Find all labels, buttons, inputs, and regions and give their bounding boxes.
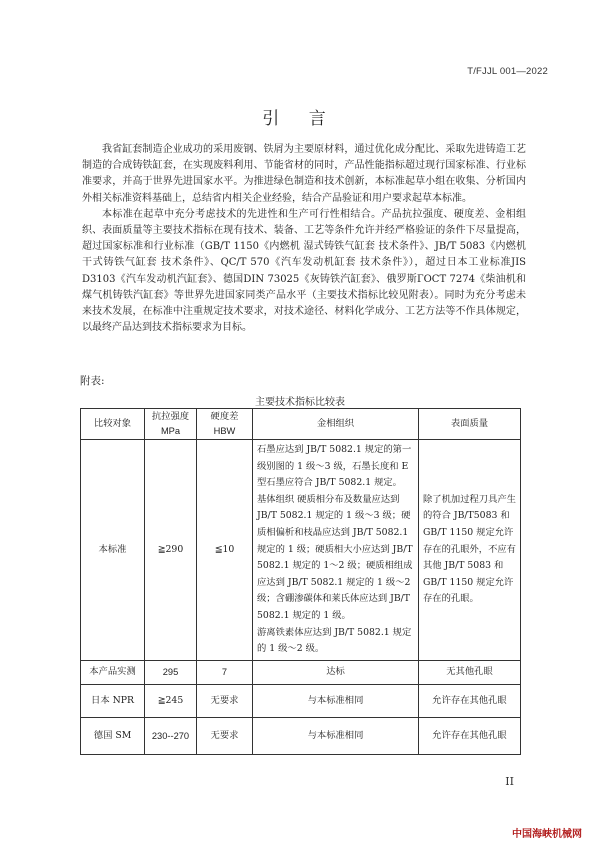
cell-tensile: ≧245 bbox=[145, 684, 197, 717]
cell-surface: 无其他孔眼 bbox=[419, 660, 521, 684]
cell-tensile: 230--270 bbox=[145, 717, 197, 754]
header-tensile-unit: MPa bbox=[160, 426, 181, 436]
header-hardness-unit: HBW bbox=[213, 426, 236, 436]
paragraph: 本标准在起草中充分考虑技术的先进性和生产可行性相结合。产品抗拉强度、硬度差、金相组织、表面质量等主要技术指标在现有技术、装备、工艺等条件允许并经严格验证的条件下尽量提高，超过国家标准和行业标准（GB/T 1150《内燃机 湿式铸铁气缸套 技术条件》、JB/T 5083《内燃机 干式铸铁气缸套 技术条件》、QC/T 570《汽车发动机缸套 技术条件》），超过日本工业标准JIS D3103《汽车发动机汽缸套》、德国DIN 73025《灰铸铁汽缸套》、俄罗斯ГОСТ 7274《柴油机和煤气机铸铁汽缸套》等世界先进国家同类产品水平（主要技术指标比较见附表）。同时为充分考虑未来技术发展，在标准中注重规定技术要求，对技术途径、材料化学成分、工艺方法等不作具体规定，以最终产品达到技术指标要求为目标。 bbox=[82, 208, 526, 334]
cell-metallography: 与本标准相同 bbox=[253, 684, 419, 717]
cell-hardness: 无要求 bbox=[197, 717, 253, 754]
introduction-body bbox=[82, 142, 526, 336]
table-row bbox=[81, 717, 521, 754]
cell-hardness: 无要求 bbox=[197, 684, 253, 717]
table-row bbox=[81, 684, 521, 717]
cell-metallography: 与本标准相同 bbox=[253, 717, 419, 754]
appendix-label: 附表: bbox=[80, 375, 105, 387]
metallography-matrix: 基体组织 硬质相分布及数量应达到 JB/T 5082.1 规定的 1 级～3 级；硬质相偏析和枝晶应达到 JB/T 5082.1 规定的 1 级；硬质相大小应达到 JB/T 5082.1 规定的 1～2 级；硬质相组成应达到 JB/T 5082.1 规定的 1 级～2 级；含硼渗碳体和莱氏体应达到 JB/T 5082.1 规定的 1 级。 bbox=[257, 493, 413, 621]
cell-tensile: ≧290 bbox=[145, 440, 197, 661]
cell-metallography: 达标 bbox=[253, 660, 419, 684]
site-watermark: 中国海峡机械网 bbox=[512, 829, 582, 840]
header-object: 比较对象 bbox=[81, 409, 145, 440]
cell-metallography bbox=[253, 440, 419, 661]
header-tensile bbox=[145, 409, 197, 440]
cell-hardness: 7 bbox=[197, 660, 253, 684]
metallography-graphite: 石墨应达到 JB/T 5082.1 规定的第一级别图的 1 级～3 级，石墨长度和 E 型石墨应符合 JB/T 5082.1 规定。 bbox=[257, 444, 412, 489]
paragraph: 我省缸套制造企业成功的采用废钢、铁屑为主要原材料，通过优化成分配比、采取先进铸造工艺制造的合成铸铁缸套，在实现废料利用、节能省材的同时，产品性能指标超过现行国家标准、行业标准要求，并高于世界先进国家水平。为推进绿色制造和技术创新，本标准起草小组在收集、分析国内外相关标准资料基础上，总结省内相关企业经验，结合产品验证和用户要求起草本标准。 bbox=[82, 144, 526, 204]
header-hardness-label: 硬度差 bbox=[210, 411, 239, 422]
cell-object: 德国 SM bbox=[81, 717, 145, 754]
table-caption: 主要技术指标比较表 bbox=[255, 397, 345, 408]
cell-surface: 除了机加过程刀具产生的符合 JB/T5083 和 GB/T 1150 规定允许存在的孔眼外，不应有其他 JB/T 5083 和 GB/T 1150 规定允许存在的孔眼。 bbox=[419, 440, 521, 661]
comparison-table bbox=[80, 408, 521, 755]
cell-object: 本产品实测 bbox=[81, 660, 145, 684]
cell-object: 日本 NPR bbox=[81, 684, 145, 717]
table-header-row bbox=[81, 409, 521, 440]
cell-tensile: 295 bbox=[145, 660, 197, 684]
header-tensile-label: 抗拉强度 bbox=[151, 411, 190, 422]
header-metallography: 金相组织 bbox=[253, 409, 419, 440]
page-title: 引 言 bbox=[262, 109, 338, 129]
metallography-ferrite: 游离铁素体应达到 JB/T 5082.1 规定的 1 级～2 级。 bbox=[257, 626, 412, 655]
table-row bbox=[81, 440, 521, 661]
cell-surface: 允许存在其他孔眼 bbox=[419, 684, 521, 717]
table-row bbox=[81, 660, 521, 684]
document-code: T/FJJL 001—2022 bbox=[467, 66, 548, 77]
cell-surface: 允许存在其他孔眼 bbox=[419, 717, 521, 754]
header-surface: 表面质量 bbox=[419, 409, 521, 440]
page-number: II bbox=[505, 775, 514, 788]
cell-object: 本标准 bbox=[81, 440, 145, 661]
cell-hardness: ≦10 bbox=[197, 440, 253, 661]
header-hardness bbox=[197, 409, 253, 440]
